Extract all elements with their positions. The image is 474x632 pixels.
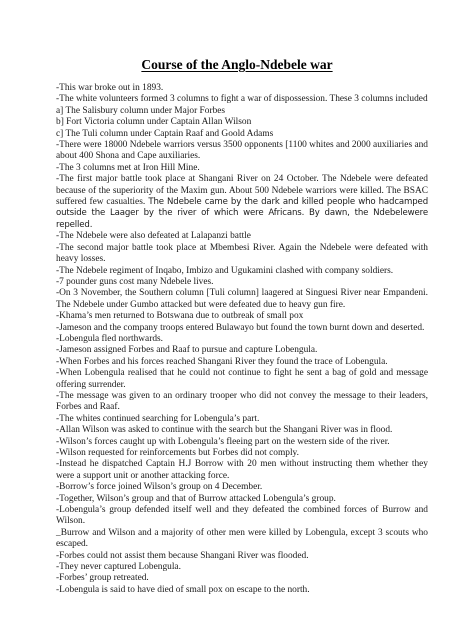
paragraph-text: -Jameson assigned Forbes and Raaf to pursue and capture Lobengula. <box>56 345 318 356</box>
paragraph-text: -Khama’s men returned to Botswana due to outbreak of small pox <box>56 311 304 322</box>
paragraph-line <box>56 528 428 551</box>
paragraph-line <box>56 494 428 505</box>
paragraph-continuation: The Ndebele came by the dark and killed people who hadcamped outside the Laager by the river of which were Africans. By dawn, the Ndebelewere repelled. <box>56 197 428 230</box>
paragraph-text: a] The Salisbury column under Major Forbes <box>56 105 226 116</box>
paragraph-text: -Borrow’s force joined Wilson’s group on 4 December. <box>56 482 263 493</box>
paragraph-text: -On 3 November, the Southern column [Tuli column] laagered at Singuesi River near Empandeni. The Ndebele under Gumbo attacked but were defeated due to heavy gun fire. <box>56 288 428 310</box>
paragraph-text: -This war broke out in 1893. <box>56 83 164 93</box>
paragraph-line <box>56 391 428 414</box>
paragraph-line <box>56 414 428 425</box>
paragraph-line <box>56 266 428 277</box>
paragraph-line <box>56 83 428 94</box>
paragraph-text: -7 pounder guns cost many Ndebele lives. <box>56 276 214 287</box>
paragraph-line <box>56 129 428 140</box>
document-title: Course of the Anglo-Ndebele war <box>141 57 333 72</box>
paragraph-line <box>56 277 428 288</box>
paragraph-text: -Lobengula fled northwards. <box>56 333 163 344</box>
paragraph-text: -Lobengula’s group defended itself well and they defeated the combined forces of Burrow and Wilson. <box>56 505 428 527</box>
paragraph-line <box>56 174 428 231</box>
paragraph-line <box>56 448 428 459</box>
paragraph-line <box>56 459 428 482</box>
paragraph-text: c] The Tuli column under Captain Raaf and Goold Adams <box>56 128 274 139</box>
paragraph-text: -The message was given to an ordinary trooper who did not convey the message to their leaders, Forbes and Raaf. <box>56 390 428 413</box>
paragraph-text: -When Lobengula realised that he could not continue to fight he sent a bag of gold and message offering surrender. <box>56 368 428 390</box>
paragraph-line <box>56 551 428 562</box>
paragraph-text: -The white volunteers formed 3 columns to fight a war of dispossession. These 3 columns included <box>56 94 428 105</box>
paragraph-line <box>56 345 428 356</box>
paragraph-line <box>56 323 428 334</box>
paragraph-text: -Allan Wilson was asked to continue with the search but the Shangani River was in flood. <box>56 425 393 436</box>
paragraph-text: _Burrow and Wilson and a majority of other men were killed by Lobengula, except 3 scouts who escaped. <box>56 527 428 550</box>
paragraph-text: -Wilson’s forces caught up with Lobengula’s fleeing part on the western side of the river. <box>56 436 390 447</box>
paragraph-line <box>56 163 428 174</box>
paragraph-line <box>56 368 428 391</box>
paragraph-line <box>56 573 428 584</box>
paragraph-line <box>56 425 428 436</box>
paragraph-line <box>56 482 428 493</box>
paragraph-line <box>56 562 428 573</box>
paragraph-line <box>56 94 428 105</box>
paragraph-line <box>56 106 428 117</box>
paragraph-line <box>56 505 428 528</box>
paragraph-line <box>56 140 428 163</box>
paragraph-line <box>56 117 428 128</box>
paragraph-text: -Lobengula is said to have died of small pox on escape to the north. <box>56 584 310 595</box>
paragraph-text: -The first major battle took place at Shangani River on 24 October. The Ndebele were defeated because of the superiority of the Maxim gun. About 500 Ndebele warriors were killed. The BSAC suffered few casualties. <box>56 174 428 208</box>
paragraph-line <box>56 243 428 266</box>
paragraph-text: -Instead he dispatched Captain H.J Borrow with 20 men without instructing them whether they were a support unit or another attacking force. <box>56 459 428 481</box>
paragraph-text: b] Fort Victoria column under Captain Allan Wilson <box>56 117 252 128</box>
paragraph-text: -The whites continued searching for Lobengula’s part. <box>56 413 260 424</box>
paragraph-text: -The second major battle took place at Mbembesi River. Again the Ndebele were defeated with heavy losses. <box>56 242 428 265</box>
paragraph-text: -The 3 columns met at Iron Hill Mine. <box>56 162 200 173</box>
paragraph-text: -Forbes could not assist them because Shangani River was flooded. <box>56 550 309 561</box>
paragraph-line <box>56 231 428 242</box>
paragraph-text: -Wilson requested for reinforcements but Forbes did not comply. <box>56 448 299 458</box>
paragraph-line <box>56 311 428 322</box>
paragraph-line <box>56 288 428 311</box>
paragraph-text: -The Ndebele regiment of Inqabo, Imbizo and Ugukamini clashed with company soldiers. <box>56 265 394 276</box>
paragraph-line <box>56 437 428 448</box>
paragraph-line <box>56 585 428 596</box>
paragraph-line <box>56 357 428 368</box>
paragraph-text: -When Forbes and his forces reached Shangani River they found the trace of Lobengula. <box>56 356 388 367</box>
paragraph-text: -Forbes’ group retreated. <box>56 573 149 584</box>
paragraph-text: -Jameson and the company troops entered Bulawayo but found the town burnt down and deserted. <box>56 322 425 333</box>
paragraph-text: -They never captured Lobengula. <box>56 562 181 573</box>
document-body <box>56 83 428 596</box>
paragraph-text: -The Ndebele were also defeated at Lalapanzi battle <box>56 231 251 242</box>
paragraph-text: -There were 18000 Ndebele warriors versus 3500 opponents [1100 whites and 2000 auxiliaries and about 400 Shona and Cape auxiliaries. <box>56 140 428 162</box>
paragraph-line <box>56 334 428 345</box>
paragraph-text: -Together, Wilson’s group and that of Burrow attacked Lobengula’s group. <box>56 493 336 504</box>
